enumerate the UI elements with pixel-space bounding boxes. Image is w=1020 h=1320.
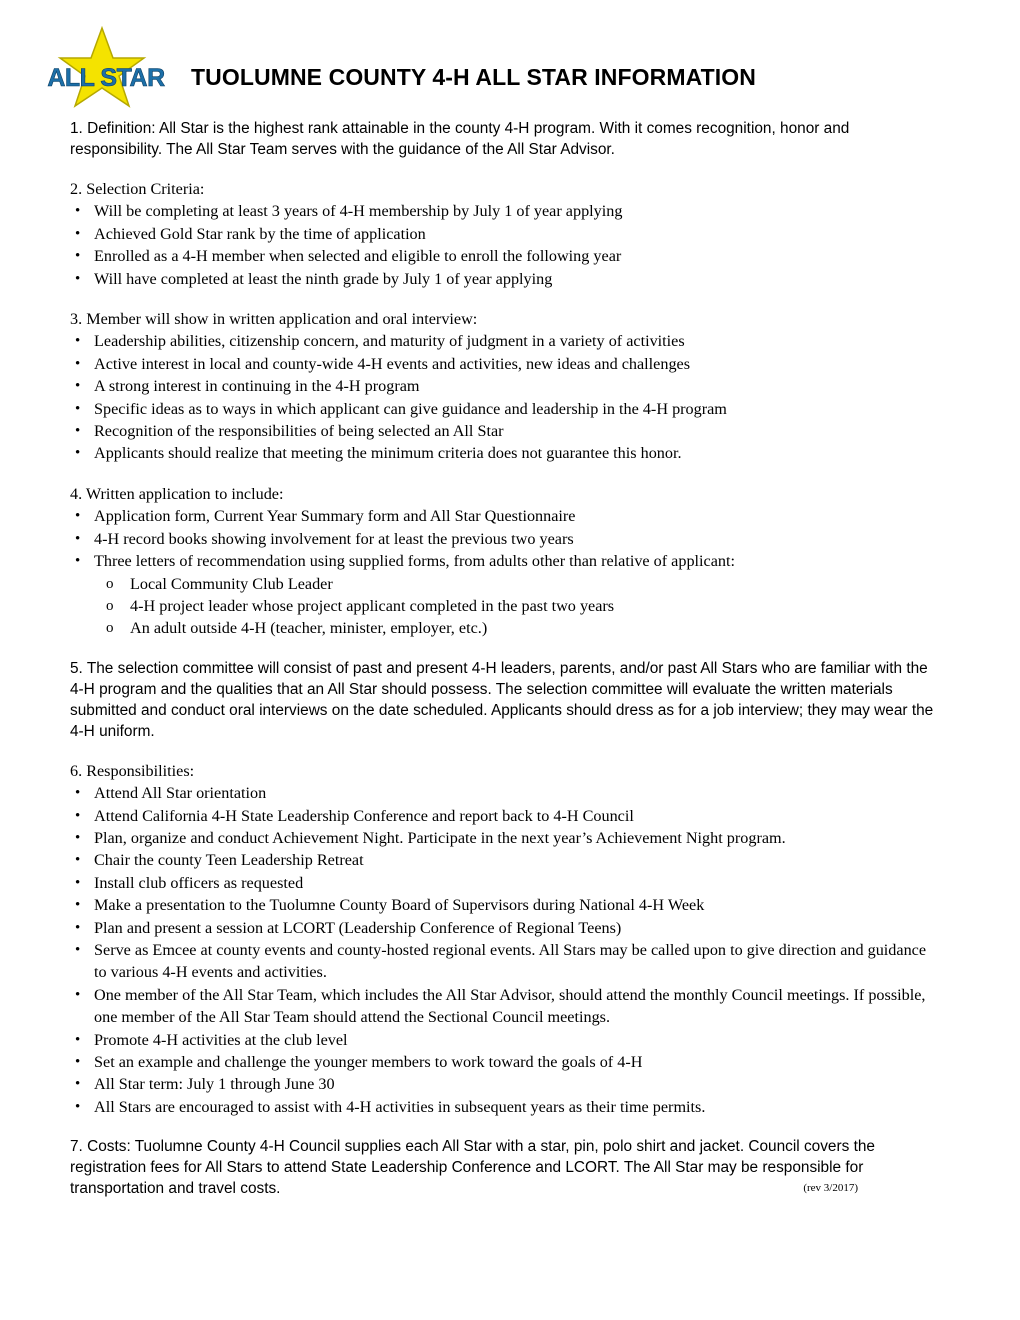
list-item: • 4-H record books showing involvement for at least the previous two years bbox=[70, 528, 940, 550]
bullet-list bbox=[70, 200, 940, 290]
sub-list-item: o An adult outside 4-H (teacher, minister, employer, etc.) bbox=[106, 617, 940, 639]
section-responsibilities bbox=[70, 760, 940, 1119]
document-body bbox=[70, 118, 940, 1217]
list-item: • Plan and present a session at LCORT (Leadership Conference of Regional Teens) bbox=[70, 917, 940, 939]
list-item: • Promote 4-H activities at the club level bbox=[70, 1029, 940, 1051]
section-heading: 3. Member will show in written application and oral interview: bbox=[70, 310, 478, 329]
sub-list bbox=[70, 573, 940, 640]
list-item: • Enrolled as a 4-H member when selected and eligible to enroll the following year bbox=[70, 245, 940, 267]
list-item: • One member of the All Star Team, which includes the All Star Advisor, should attend the monthly Council meetings. If possible, one member of the All Star Team should attend the Sectional Council meetings. bbox=[70, 984, 940, 1029]
list-item: • Three letters of recommendation using supplied forms, from adults other than relative of applicant: bbox=[70, 550, 940, 572]
bullet-list bbox=[70, 330, 940, 464]
page-title: TUOLUMNE COUNTY 4-H ALL STAR INFORMATION bbox=[191, 64, 756, 90]
list-item: • Plan, organize and conduct Achievement Night. Participate in the next year’s Achievement Night program. bbox=[70, 827, 940, 849]
list-item: • Set an example and challenge the younger members to work toward the goals of 4-H bbox=[70, 1051, 940, 1073]
list-item: • Install club officers as requested bbox=[70, 872, 940, 894]
list-item: • Recognition of the responsibilities of being selected an All Star bbox=[70, 420, 940, 442]
list-item: • Attend All Star orientation bbox=[70, 782, 940, 804]
definition-text: 1. Definition: All Star is the highest rank attainable in the county 4-H program. With it comes recognition, honor and responsibility. The All Star Team serves with the guidance of the All Star Advisor. bbox=[70, 120, 850, 158]
section-selection-criteria bbox=[70, 178, 940, 290]
list-item: • Chair the county Teen Leadership Retreat bbox=[70, 849, 940, 871]
bullet-list bbox=[70, 505, 940, 572]
all-star-logo bbox=[40, 26, 172, 122]
section-member-show bbox=[70, 308, 940, 465]
list-item: • Make a presentation to the Tuolumne County Board of Supervisors during National 4-H Week bbox=[70, 894, 940, 916]
list-item: • Will be completing at least 3 years of 4-H membership by July 1 of year applying bbox=[70, 200, 940, 222]
costs-text: 7. Costs: Tuolumne County 4-H Council supplies each All Star with a star, pin, polo shirt and jacket. Council covers the registration fees for All Stars to attend State Leadership Conference and LCORT. The All Star may be responsible for transportation and travel costs. bbox=[70, 1138, 875, 1198]
list-item: • Will have completed at least the ninth grade by July 1 of year applying bbox=[70, 268, 940, 290]
sub-list-item: o Local Community Club Leader bbox=[106, 573, 940, 595]
list-item: • All Stars are encouraged to assist with 4-H activities in subsequent years as their time permits. bbox=[70, 1096, 940, 1118]
list-item: • All Star term: July 1 through June 30 bbox=[70, 1073, 940, 1095]
logo-text: ALL STAR bbox=[47, 64, 165, 92]
sub-list-item: o 4-H project leader whose project applicant completed in the past two years bbox=[106, 595, 940, 617]
section-heading: 6. Responsibilities: bbox=[70, 761, 195, 780]
list-item: • A strong interest in continuing in the 4-H program bbox=[70, 375, 940, 397]
list-item: • Active interest in local and county-wide 4-H events and activities, new ideas and challenges bbox=[70, 353, 940, 375]
section-heading: 2. Selection Criteria: bbox=[70, 180, 205, 198]
list-item: • Applicants should realize that meeting the minimum criteria does not guarantee this honor. bbox=[70, 442, 940, 464]
section-heading: 4. Written application to include: bbox=[70, 484, 284, 503]
list-item: • Leadership abilities, citizenship concern, and maturity of judgment in a variety of activities bbox=[70, 330, 940, 352]
section-costs bbox=[70, 1136, 940, 1199]
list-item: • Application form, Current Year Summary form and All Star Questionnaire bbox=[70, 505, 940, 527]
bullet-list bbox=[70, 782, 940, 1118]
costs-paragraph bbox=[70, 1136, 940, 1199]
section-written-application bbox=[70, 483, 940, 640]
list-item: • Serve as Emcee at county events and county-hosted regional events. All Stars may be called upon to give direction and guidance to various 4-H events and activities. bbox=[70, 939, 940, 984]
section-selection-committee bbox=[70, 658, 940, 742]
committee-text: 5. The selection committee will consist of past and present 4-H leaders, parents, and/or past All Stars who are familiar with the 4-H program and the qualities that an All Star should possess. The selection committee will evaluate the written materials submitted and conduct oral interviews on the date scheduled. Applicants should dress as for a job interview; they may wear the 4-H uniform. bbox=[70, 659, 934, 740]
list-item: • Achieved Gold Star rank by the time of application bbox=[70, 223, 940, 245]
section-definition bbox=[70, 118, 940, 160]
list-item: • Attend California 4-H State Leadership Conference and report back to 4-H Council bbox=[70, 805, 940, 827]
revision-note: (rev 3/2017) bbox=[803, 1182, 858, 1195]
list-item: • Specific ideas as to ways in which applicant can give guidance and leadership in the 4-H program bbox=[70, 398, 940, 420]
